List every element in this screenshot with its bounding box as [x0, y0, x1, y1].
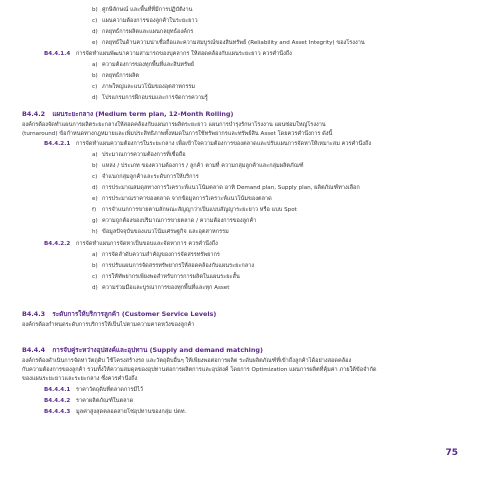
list-item: b) ศูกษีลักษณ์ และพื้นที่ที่มีการปฏิบัติงาน: [92, 7, 193, 13]
paragraph: ของแผนระยะยาวและระยะกลาง ซึ่งควรคำนึงถึง: [22, 376, 138, 382]
paragraph: องค์กรต้องดำเนินการจัดหาวัตถุดิบ ใช้โครงสร้างรถ และวัตถุดิบอื่นๆ ให้เพียงพอต่อการผลิต ระดับผลิตภัณฑ์ที่เข้าถึงลูกค้าได้อย่างสอดคล้อง: [22, 358, 352, 364]
list-item: B4.4.4.2 ราคาผลิตภัณฑ์ในตลาด: [44, 398, 134, 404]
list-item: a) การจัดลำดับความสำคัญของการจัดสรรทรัพยากร: [92, 252, 220, 258]
list-item: d) กลยุทธ์การผลิตและแผนกลยุทธ์องค์กร: [92, 29, 194, 35]
paragraph: (turnaround) ข้อกำหนดทางกฎหมายและเพิ่มประสิทธิภาพทั้งหมดในการใช้ทรัพยากรและทรัพย์สิน Asset โดยควรคำนึงการ ดังนี้: [22, 131, 333, 137]
list-item: d) ความร่วมมือและบูรณาการของทุกพื้นที่และทุก Asset: [92, 285, 230, 291]
list-item: c) การให้ทัพยากรเพียงพอสำหรับการการผลิตในแผนระยะสั้น: [92, 274, 240, 280]
list-item: a) ประมาณการความต้องการที่เชื่อถือ: [92, 152, 186, 158]
subsection-b4414: B4.4.1.4 การจัดทำแผนพัฒนาความสามารถของบุคลากร ให้สอดคล้องกับแผนระยะยาว ควรคำนึงถึง: [44, 51, 292, 57]
subsection-b4422: B4.4.2.2 การจัดทำแผนการจัดหาเป็นขอบและจัดหาการ ควรคำนึงถึง: [44, 241, 218, 247]
section-heading-b442: B4.4.2 แผนระยะกลาง (Medium term plan, 12-Month Rolling): [22, 110, 234, 118]
list-item: b) กลยุทธ์การผลิต: [92, 73, 140, 79]
list-item: e) กลยุทธ์ในด้านความน่าเชื่อถือและความสมบูรณ์ของสินทรัพย์ (Reliability and Asset Integrity) ของโรงงาน: [92, 40, 365, 46]
list-item: d) โปรแกรมการฝึกอบรมและการจัดการความรู้: [92, 95, 208, 101]
paragraph: องค์กรต้องจัดทำแผนการผลิตระยะกลางให้สอดคล้องกับแผนการผลิตระยะยาว แผนการบำรุงรักษาโรงงาน แผนซ่อมใหญ่โรงงาน: [22, 122, 326, 128]
list-item: f) การจำแนกการขายตามลักษณะสัญญาว่าเป็นแบบสัญญาระยะยาว หรือ แบบ Spot: [92, 207, 297, 213]
section-heading-b444: B4.4.4 การจับคู่ระหว่างอุปสงค์และอุปทาน (Supply and demand matching): [22, 346, 263, 354]
list-item: b) การปรับแผนการจัดสรรทรัพยากรให้สอดคล้องกับแผนระยะกลาง: [92, 263, 255, 269]
subsection-b4421: B4.4.2.1 การจัดทำแผนความต้องการในระยะกลาง เพื่อเข้าใจความต้องการของตลาดและปรับแผนการจัดหาให้เหมาะสม ควรคำนึงถึง: [44, 141, 372, 147]
list-item: B4.4.4.3 มูลค่าสูงสุดตลอดสายโซ่อุปทานของกลุ่ม ปตท.: [44, 409, 187, 415]
page-number: 75: [445, 448, 458, 458]
list-item: c) ภาพใหญ่และแนวโน้มของอุตสาหกรรม: [92, 84, 196, 90]
paragraph: องค์กรต้องกำหนดระดับการบริการให้เป็นไปตามความคาดหวังของลูกค้า: [22, 322, 195, 328]
list-item: e) การประมาณราคาของตลาด จากข้อมูลการวิเคราะห์แนวโน้มของตลาด: [92, 196, 272, 202]
list-item: a) ความต้องการของทุกพื้นที่และสินทรัพย์: [92, 62, 195, 68]
list-item: g) ความถูกต้องของปริมาณการขายตลาด / ความต้องการของลูกค้า: [92, 218, 257, 224]
list-item: c) แผนความต้องการของลูกค้าในระยะยาว: [92, 18, 198, 24]
list-item: c) จำแนกกลุ่มลูกค้าและระดับการให้บริการ: [92, 174, 199, 180]
section-heading-b443: B4.4.3 ระดับการให้บริการลูกค้า (Customer Service Levels): [22, 310, 217, 318]
list-item: d) การประมาณสมดุลทางการวิเคราะห์แนวโน้มตลาด อาทิ Demand plan, Supply plan, ผลิตภัณฑ์ทางเลือก: [92, 185, 360, 191]
list-item: B4.4.4.1 ราคาวัตถุดิบที่ตลาดการมีไว้: [44, 387, 144, 393]
list-item: h) ข้อมูลปัจจุบันของแนวโน้มเศรษฐกิจ และอุตสาหกรรม: [92, 229, 229, 235]
list-item: b) แหล่ง / ประเภท ของความต้องการ / ลูกค้า ตามที่ ความกลุ่มลูกค้าและกลุ่มผลิตภัณฑ์: [92, 163, 304, 169]
paragraph: กับความต้องการของลูกค้า รวมทั้งให้ความสมดุลของอุปทานต่อการผลิตการและอุปสงค์ โดยการ Optimization แผนการผลิตที่คุ้มค่า ภายใต้ข้อจำกัด: [22, 367, 377, 373]
